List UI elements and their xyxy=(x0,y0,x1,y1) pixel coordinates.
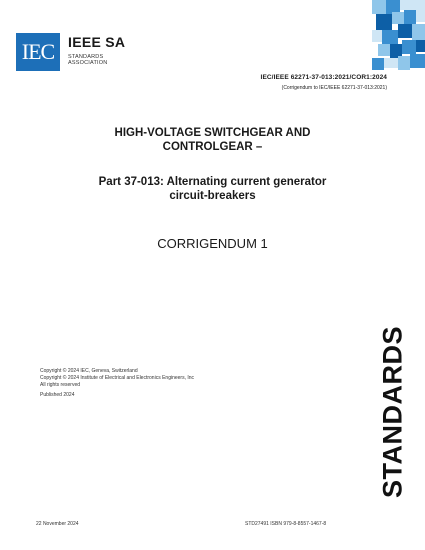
blue-mosaic-decoration xyxy=(372,0,425,72)
iec-logo xyxy=(16,33,60,71)
ieee-sa-subtitle-line1: STANDARDS xyxy=(68,54,104,60)
part-title xyxy=(30,175,395,203)
published-year: Published 2024 xyxy=(40,392,75,398)
standard-identifier xyxy=(261,74,387,91)
corrigendum-heading: CORRIGENDUM 1 xyxy=(157,236,268,251)
ieee-sa-logo xyxy=(68,34,125,66)
part-title-line2: circuit-breakers xyxy=(169,190,256,202)
copyright-ieee: Copyright © 2024 Institute of Electrical and Electronics Engineers, Inc xyxy=(40,375,195,381)
copyright-block xyxy=(40,368,194,399)
footer-isbn: STD27491 ISBN 979-8-8557-1467-8 xyxy=(245,521,327,527)
standards-side-banner xyxy=(377,300,409,525)
ieee-sa-wordmark: IEEE SA xyxy=(68,34,126,50)
title-line2: CONTROLGEAR – xyxy=(162,141,263,153)
standards-banner-text: STANDARDS xyxy=(377,326,408,498)
standard-reference: IEC/IEEE 62271-37-013:2021/COR1:2024 xyxy=(260,74,387,81)
ieee-sa-subtitle-line2: ASSOCIATION xyxy=(68,60,108,66)
title-line1: HIGH-VOLTAGE SWITCHGEAR AND xyxy=(114,127,311,139)
part-title-line1: Part 37-013: Alternating current generator xyxy=(98,176,327,188)
footer-date: 22 November 2024 xyxy=(36,521,79,527)
rights-reserved: All rights reserved xyxy=(40,382,81,388)
ieee-sa-subtitle xyxy=(68,54,125,66)
iec-logo-text: IEC xyxy=(21,39,55,64)
document-title xyxy=(30,126,395,154)
corrigendum-to: (Corrigendum to IEC/IEEE 62271-37-013:2021) xyxy=(281,85,387,91)
copyright-iec: Copyright © 2024 IEC, Geneva, Switzerland xyxy=(40,368,138,374)
